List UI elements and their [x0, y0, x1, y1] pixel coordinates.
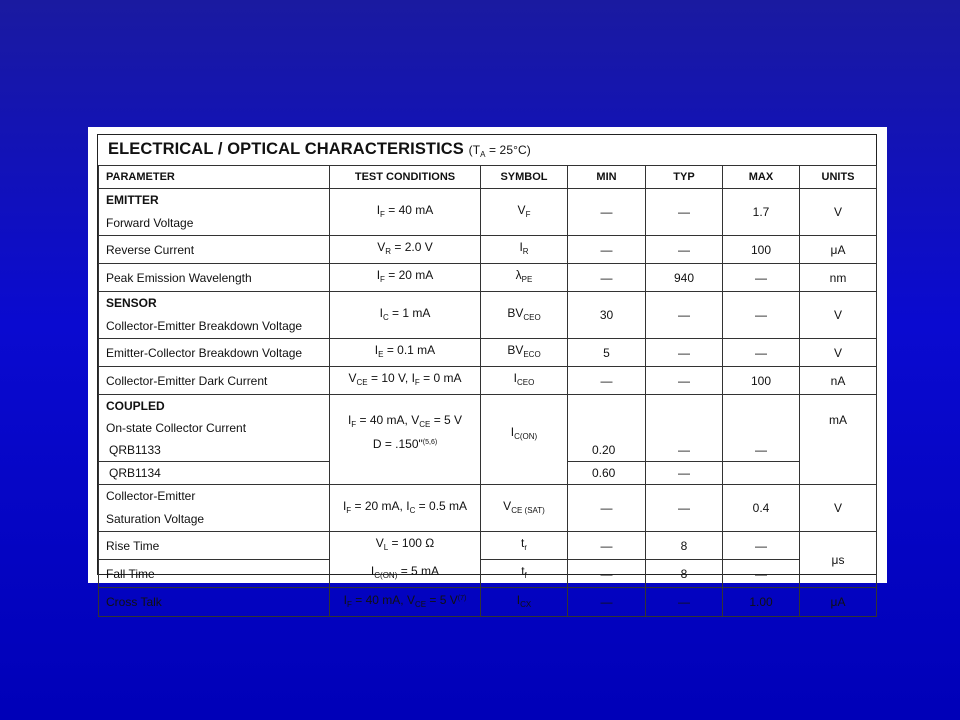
symbol-cell: $t_r$	[481, 532, 568, 560]
header-units: UNITS	[800, 166, 877, 189]
condition-cell: $I_E = 0.1$ mA	[330, 339, 481, 367]
param-cell: EMITTER Forward Voltage	[99, 189, 330, 236]
max-cell: 0.4	[723, 485, 800, 532]
group-emitter: EMITTER	[106, 193, 159, 207]
param-cell: Fall Time	[99, 560, 330, 588]
condition-cell: $V_{CE} = 10$ V, $I_F = 0$ mA	[330, 367, 481, 395]
max-cell: —	[723, 292, 800, 339]
typ-cell: —	[646, 236, 723, 264]
table-row	[99, 367, 877, 395]
typ-cell: 8	[646, 560, 723, 588]
param-cell: Reverse Current	[99, 236, 330, 264]
table-title: ELECTRICAL / OPTICAL CHARACTERISTICS $(T_A = 25^\circ C)$	[108, 140, 531, 159]
min-cell: —	[568, 264, 646, 292]
max-cell	[723, 462, 800, 485]
header-symbol: SYMBOL	[481, 166, 568, 189]
max-cell	[723, 395, 800, 440]
symbol-cell: $BV_{CEO}$	[481, 292, 568, 339]
units-cell: V	[800, 292, 877, 339]
max-cell: —	[723, 264, 800, 292]
min-cell: 5	[568, 339, 646, 367]
max-cell: 100	[723, 367, 800, 395]
typ-cell	[646, 395, 723, 440]
min-cell	[568, 395, 646, 440]
max-cell: —	[723, 339, 800, 367]
typ-cell: —	[646, 439, 723, 462]
typ-cell: —	[646, 462, 723, 485]
min-cell: —	[568, 236, 646, 264]
typ-cell: —	[646, 588, 723, 617]
typ-cell: 8	[646, 532, 723, 560]
datasheet-panel	[88, 127, 887, 609]
param-cell: Collector-Emitter Dark Current	[99, 367, 330, 395]
typ-cell: 940	[646, 264, 723, 292]
symbol-cell: $I_{C(ON)}$	[481, 395, 568, 485]
header-max: MAX	[723, 166, 800, 189]
table-row	[99, 395, 877, 418]
condition-cell: $I_C = 1$ mA	[330, 292, 481, 339]
symbol-cell: $I_{CEO}$	[481, 367, 568, 395]
max-cell: 100	[723, 236, 800, 264]
symbol-cell: $t_f$	[481, 560, 568, 588]
units-cell: nm	[800, 264, 877, 292]
symbol-cell: $V_F$	[481, 189, 568, 236]
units-cell: μA	[800, 588, 877, 617]
condition-cell: $I_F = 40$ mA, $V_{CE} = 5$ $V^{(7)}$	[330, 588, 481, 617]
table-row	[99, 560, 877, 588]
typ-cell: —	[646, 189, 723, 236]
condition-cell: $I_{C(ON)} = 5$ mA	[330, 560, 481, 588]
max-cell: 1.00	[723, 588, 800, 617]
condition-cell: $V_R = 2.0$ V	[330, 236, 481, 264]
header-min: MIN	[568, 166, 646, 189]
min-cell: —	[568, 560, 646, 588]
symbol-cell: $V_{CE (SAT)}$	[481, 485, 568, 532]
typ-cell: —	[646, 339, 723, 367]
symbol-cell: $BV_{ECO}$	[481, 339, 568, 367]
header-row	[99, 166, 877, 189]
param-cell: Emitter-Collector Breakdown Voltage	[99, 339, 330, 367]
symbol-cell: $\lambda_{PE}$	[481, 264, 568, 292]
max-cell: —	[723, 439, 800, 462]
min-cell: 30	[568, 292, 646, 339]
param-cell: Collector-Emitter Saturation Voltage	[99, 485, 330, 532]
typ-cell: —	[646, 292, 723, 339]
min-cell: —	[568, 588, 646, 617]
param-cell: On-state Collector Current	[99, 417, 330, 439]
units-cell: V	[800, 189, 877, 236]
table-row	[99, 588, 877, 617]
param-cell: Cross Talk	[99, 588, 330, 617]
table-row	[99, 292, 877, 339]
title-condition: $(T_A = 25^\circ C)$	[468, 143, 531, 159]
units-cell: μA	[800, 236, 877, 264]
condition-cell: $I_F = 20$ mA, $I_C = 0.5$ mA	[330, 485, 481, 532]
condition-cell: $V_L = 100$ Ω	[330, 532, 481, 560]
param-cell: Peak Emission Wavelength	[99, 264, 330, 292]
param-cell: QRB1134	[99, 462, 330, 485]
table-row	[99, 264, 877, 292]
header-typ: TYP	[646, 166, 723, 189]
min-cell: —	[568, 189, 646, 236]
header-test-conditions: TEST CONDITIONS	[330, 166, 481, 189]
condition-cell: $I_F = 40$ mA	[330, 189, 481, 236]
characteristics-frame	[97, 134, 877, 609]
table-row	[99, 236, 877, 264]
min-cell: —	[568, 532, 646, 560]
param-cell: Rise Time	[99, 532, 330, 560]
condition-cell: $I_F = 40$ mA, $V_{CE} = 5$ V D = .150"$^{(5,6)}$	[330, 395, 481, 462]
condition-cell: $I_F = 20$ mA	[330, 264, 481, 292]
typ-cell: —	[646, 485, 723, 532]
min-cell: —	[568, 367, 646, 395]
table-row	[99, 485, 877, 532]
param-cell: SENSOR Collector-Emitter Breakdown Voltage	[99, 292, 330, 339]
table-row	[99, 532, 877, 560]
table-row	[99, 189, 877, 236]
symbol-cell: $I_{CX}$	[481, 588, 568, 617]
units-cell: mA	[800, 395, 877, 485]
min-cell: 0.20	[568, 439, 646, 462]
max-cell: 1.7	[723, 189, 800, 236]
units-cell: nA	[800, 367, 877, 395]
condition-cell-empty	[330, 462, 481, 485]
max-cell: —	[723, 532, 800, 560]
min-cell: —	[568, 485, 646, 532]
characteristics-table	[98, 165, 877, 617]
min-cell: 0.60	[568, 462, 646, 485]
group-sensor: SENSOR	[106, 296, 157, 310]
header-parameter: PARAMETER	[99, 166, 330, 189]
table-row	[99, 339, 877, 367]
group-coupled: COUPLED	[99, 395, 330, 418]
symbol-cell: $I_R$	[481, 236, 568, 264]
units-cell: V	[800, 485, 877, 532]
max-cell: —	[723, 560, 800, 588]
typ-cell: —	[646, 367, 723, 395]
units-cell: V	[800, 339, 877, 367]
units-cell: μs	[800, 532, 877, 588]
param-cell: QRB1133	[99, 439, 330, 462]
